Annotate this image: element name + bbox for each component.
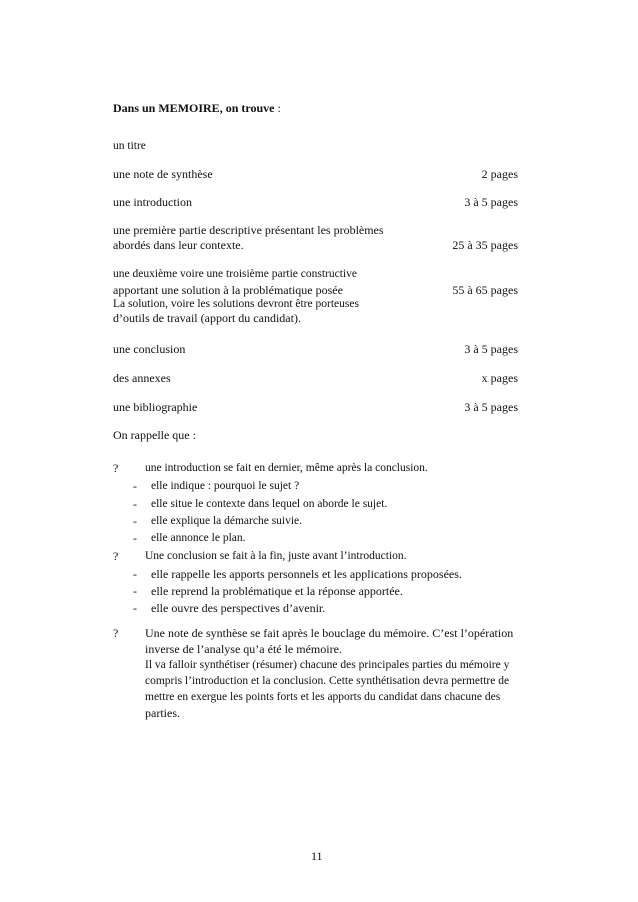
dash-marker: - (133, 497, 137, 511)
item-annexes-label: des annexes (113, 371, 171, 385)
item-titre: un titre (113, 140, 146, 152)
bullet2-item: elle ouvre des perspectives d’avenir. (151, 601, 326, 615)
item-biblio-pages: 3 à 5 pages (464, 400, 518, 414)
heading (113, 101, 281, 115)
bullet3-line: parties. (145, 706, 180, 720)
page-number: 11 (311, 849, 323, 863)
bullet1-text: une introduction se fait en dernier, même après la conclusion. (145, 462, 428, 474)
bullet3-line: Une note de synthèse se fait après le bouclage du mémoire. C’est l’opération (145, 626, 514, 640)
dash-marker: - (133, 584, 137, 598)
item-partie2-line1: une deuxième voire une troisième partie constructive (113, 268, 357, 280)
dash-marker: - (133, 601, 137, 615)
item-partie2-line3: La solution, voire les solutions devront être porteuses (113, 298, 359, 310)
bullet2-item: elle reprend la problématique et la réponse apportée. (151, 584, 403, 598)
bullet-marker: ? (113, 549, 119, 563)
rappel-title: On rappelle que : (113, 428, 196, 442)
bullet3-line: mettre en exergue les points forts et les apports du candidat dans chacune des (145, 691, 501, 703)
bullet1-item: elle annonce le plan. (151, 532, 246, 544)
item-partie2-pages: 55 à 65 pages (452, 283, 518, 297)
bullet1-item: elle indique : pourquoi le sujet ? (151, 480, 300, 492)
item-note-label: une note de synthèse (113, 167, 213, 181)
item-note-pages: 2 pages (481, 167, 518, 181)
bullet3-line: compris l’introduction et la conclusion. Cette synthétisation devra permettre de (145, 675, 510, 687)
item-conclusion-label: une conclusion (113, 342, 186, 356)
bullet-marker: ? (113, 626, 119, 640)
item-partie1-pages: 25 à 35 pages (452, 238, 518, 252)
item-partie1-line2: abordés dans leur contexte. (113, 238, 244, 252)
item-partie2-line4: d’outils de travail (apport du candidat). (113, 311, 301, 325)
dash-marker: - (133, 531, 137, 545)
item-annexes-pages: x pages (481, 371, 518, 385)
item-partie2-line2: apportant une solution à la problématique posée (113, 283, 343, 297)
item-conclusion-pages: 3 à 5 pages (464, 342, 518, 356)
dash-marker: - (133, 514, 137, 528)
item-intro-pages: 3 à 5 pages (464, 195, 518, 209)
item-partie1-line1: une première partie descriptive présentant les problèmes (113, 223, 384, 237)
bullet1-item: elle situe le contexte dans lequel on aborde le sujet. (151, 498, 388, 510)
heading-colon: : (274, 101, 281, 115)
item-biblio-label: une bibliographie (113, 400, 198, 414)
bullet3-line: inverse de l’analyse qu’a été le mémoire. (145, 642, 342, 656)
item-intro-label: une introduction (113, 195, 192, 209)
bullet1-item: elle explique la démarche suivie. (151, 515, 303, 527)
dash-marker: - (133, 567, 137, 581)
bullet2-item: elle rappelle les apports personnels et les applications proposées. (151, 567, 462, 581)
dash-marker: - (133, 479, 137, 493)
bullet3-line: Il va falloir synthétiser (résumer) chacune des principales parties du mémoire y (145, 659, 510, 671)
bullet-marker: ? (113, 461, 119, 475)
bullet2-text: Une conclusion se fait à la fin, juste avant l’introduction. (145, 550, 407, 562)
heading-bold: Dans un MEMOIRE, on trouve (113, 101, 275, 115)
